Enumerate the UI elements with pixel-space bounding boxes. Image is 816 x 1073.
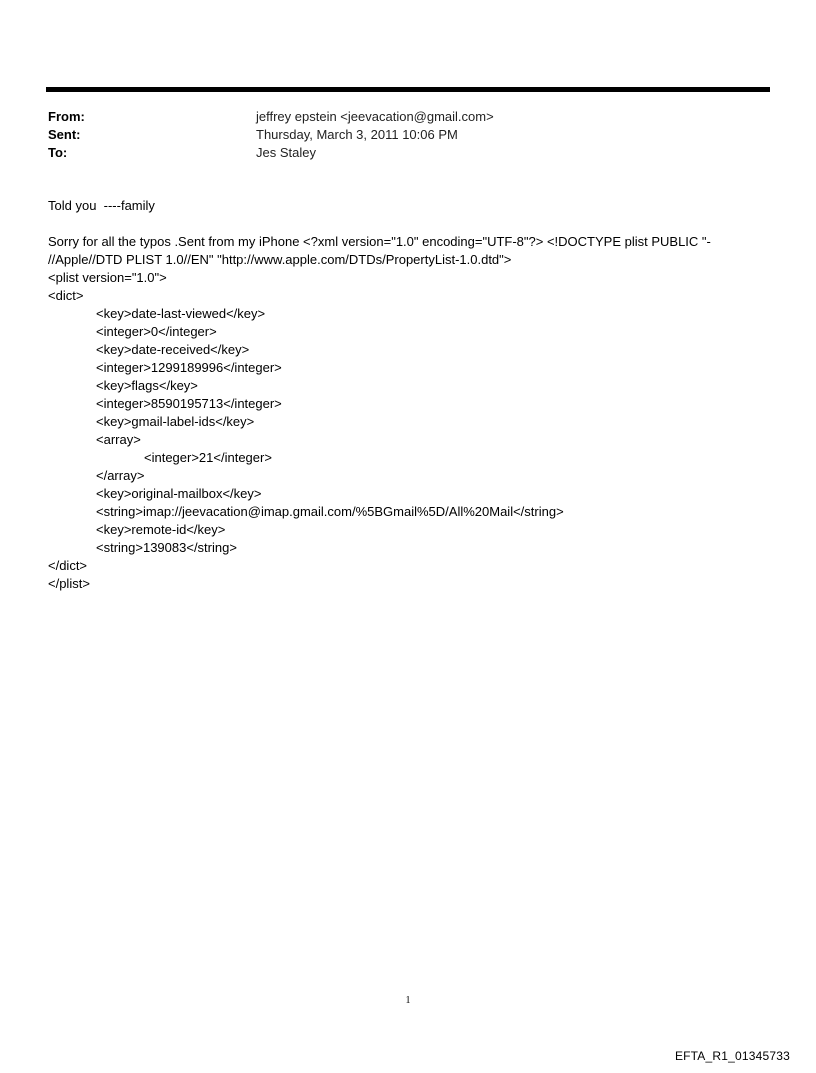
body-line: <array> (96, 432, 141, 447)
from-row (48, 108, 748, 126)
email-header (48, 108, 748, 162)
to-value: Jes Staley (256, 145, 316, 160)
body-line: <key>original-mailbox</key> (96, 486, 262, 501)
sent-value: Thursday, March 3, 2011 10:06 PM (256, 127, 458, 142)
body-line: //Apple//DTD PLIST 1.0//EN" "http://www.apple.com/DTDs/PropertyList-1.0.dtd"> (48, 252, 512, 267)
body-line: <plist version="1.0"> (48, 270, 167, 285)
body-line: <string>imap://jeevacation@imap.gmail.com/%5BGmail%5D/All%20Mail</string> (96, 504, 564, 519)
body-greeting: Told you ----family (48, 198, 155, 213)
body-line: <dict> (48, 288, 84, 303)
body-line: <integer>8590195713</integer> (96, 396, 282, 411)
body-line: </array> (96, 468, 145, 483)
email-body (48, 197, 748, 593)
document-id: EFTA_R1_01345733 (674, 1049, 790, 1063)
body-line: </dict> (48, 558, 88, 573)
from-value: jeffrey epstein <jeevacation@gmail.com> (256, 109, 494, 124)
body-line: <key>date-last-viewed</key> (96, 306, 266, 321)
body-line: <integer>21</integer> (144, 450, 272, 465)
sent-label: Sent: (48, 127, 81, 142)
body-line: <key>date-received</key> (96, 342, 250, 357)
to-label: To: (48, 145, 68, 160)
to-row (48, 144, 748, 162)
body-line: <integer>0</integer> (96, 324, 217, 339)
body-line: <key>gmail-label-ids</key> (96, 414, 255, 429)
sent-row (48, 126, 748, 144)
body-line: <key>flags</key> (96, 378, 198, 393)
header-divider (46, 87, 770, 92)
body-line: </plist> (48, 576, 90, 591)
page-number: 1 (405, 995, 411, 1006)
body-line: <integer>1299189996</integer> (96, 360, 282, 375)
from-label: From: (48, 109, 85, 124)
body-line: Sorry for all the typos .Sent from my iPhone <?xml version="1.0" encoding="UTF-8"?> <!DOCTYPE plist PUBLIC "- (48, 234, 711, 249)
body-line: <string>139083</string> (96, 540, 237, 555)
body-line: <key>remote-id</key> (96, 522, 226, 537)
body-spacer (48, 215, 748, 233)
